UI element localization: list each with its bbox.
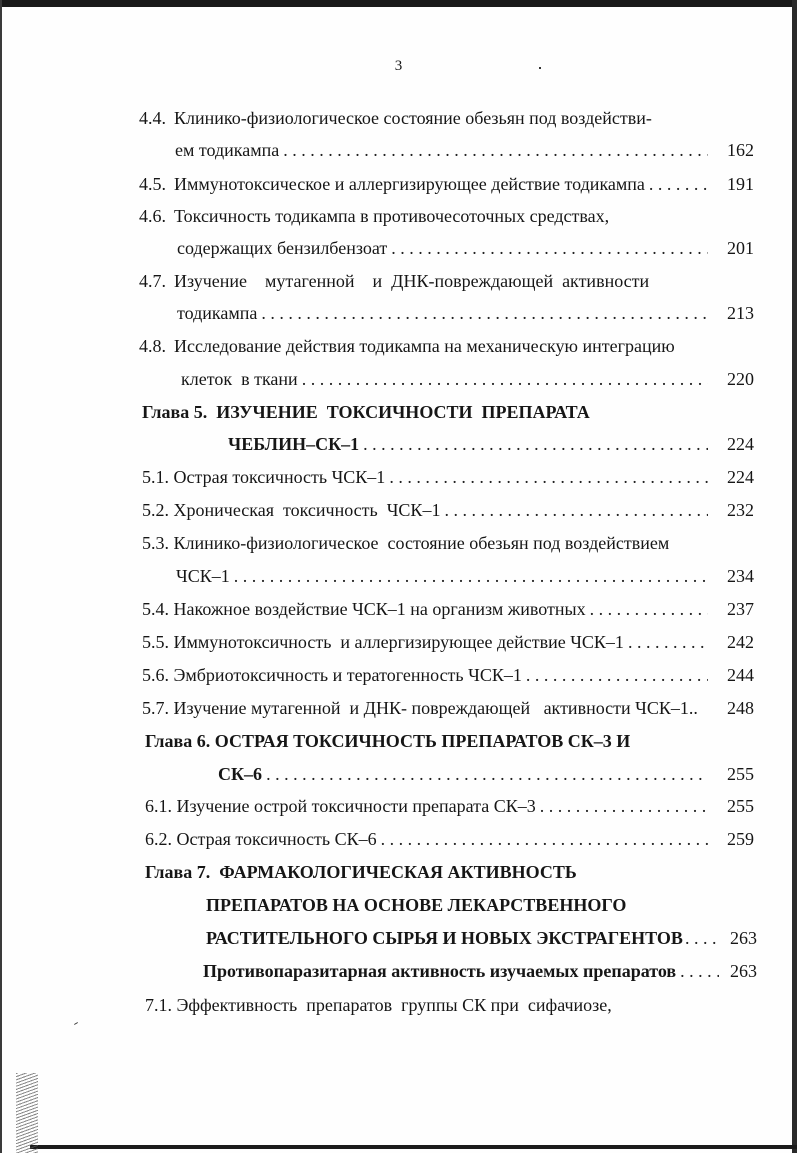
- dot-leader: [234, 563, 708, 589]
- toc-page-number: 191: [727, 174, 754, 194]
- toc-entry-5-1: [142, 464, 754, 490]
- dot-leader: [381, 826, 708, 852]
- dot-leader: [391, 235, 708, 261]
- toc-page-number: 242: [727, 632, 754, 652]
- chapter-title: ЧЕБЛИН–СК–1: [228, 434, 360, 454]
- toc-entry-text: 5.4. Накожное воздействие ЧСК–1 на организм животных: [142, 599, 586, 619]
- toc-entry-4-4: [139, 105, 739, 131]
- toc-page-number: 224: [727, 467, 754, 487]
- toc-page-number: 248: [727, 698, 754, 718]
- scan-border-left: [0, 0, 2, 1153]
- toc-page-number: 201: [727, 238, 754, 258]
- scan-border-bottom: [30, 1145, 797, 1149]
- chapter-title: РАСТИТЕЛЬНОГО СЫРЬЯ И НОВЫХ ЭКСТРАГЕНТОВ: [206, 928, 683, 948]
- toc-entry-text: Изучение мутагенной и ДНК-повреждающей активности: [174, 271, 650, 291]
- toc-page-number: 263: [730, 928, 757, 948]
- scan-border-top: [0, 0, 797, 7]
- chapter-title: ПРЕПАРАТОВ НА ОСНОВЕ ЛЕКАРСТВЕННОГО: [206, 895, 627, 915]
- toc-page-number: 259: [727, 829, 754, 849]
- toc-entry-5-7: [142, 695, 754, 721]
- toc-page-number: 237: [727, 599, 754, 619]
- dot-leader: [628, 629, 708, 655]
- toc-entry-number: 4.4.: [139, 108, 166, 128]
- toc-entry-text: Противопаразитарная активность изучаемых препаратов: [203, 961, 677, 981]
- dot-leader: [302, 366, 708, 392]
- toc-entry-text: содержащих бензилбензоат: [177, 238, 388, 258]
- toc-entry-text: Иммунотоксическое и аллергизирующее действие тодикампа: [174, 174, 645, 194]
- dot-leader: [266, 761, 708, 787]
- toc-entry-text: ем тодикампа: [175, 140, 280, 160]
- dot-leader: [649, 171, 708, 197]
- toc-entry-text: 5.7. Изучение мутагенной и ДНК- повреждающей активности ЧСК–1..: [142, 698, 698, 718]
- toc-section-antiparasitic: [203, 958, 757, 984]
- toc-entry-text: 5.6. Эмбриотоксичность и тератогенность ЧСК–1: [142, 665, 522, 685]
- toc-page-number: 232: [727, 500, 754, 520]
- toc-page-number: 263: [730, 961, 757, 981]
- chapter-title: СК–6: [218, 764, 263, 784]
- toc-entry-5-3-cont: [176, 563, 754, 589]
- chapter-title: Глава 6. ОСТРАЯ ТОКСИЧНОСТЬ ПРЕПАРАТОВ СК–3 И: [145, 731, 631, 751]
- chapter-title: Глава 5. ИЗУЧЕНИЕ ТОКСИЧНОСТИ ПРЕПАРАТА: [142, 402, 590, 422]
- toc-page-number: 213: [727, 303, 754, 323]
- toc-entry-text: клеток в ткани: [181, 369, 298, 389]
- toc-entry-5-3: [142, 530, 742, 556]
- toc-entry-text: 7.1. Эффективность препаратов группы СК при сифачиозе,: [145, 995, 612, 1015]
- toc-page-number: 234: [727, 566, 754, 586]
- toc-page-number: 224: [727, 434, 754, 454]
- toc-entry-5-4: [142, 596, 754, 622]
- dot-leader: [261, 300, 708, 326]
- toc-entry-text: тодикампа: [177, 303, 258, 323]
- scan-speck: [74, 1022, 78, 1025]
- toc-entry-text: Исследование действия тодикампа на механическую интеграцию: [174, 336, 675, 356]
- toc-entry-text: 6.1. Изучение острой токсичности препарата СК–3: [145, 796, 536, 816]
- dot-leader: [283, 137, 708, 163]
- dot-leader: [526, 662, 708, 688]
- dot-leader: [590, 596, 708, 622]
- toc-entry-5-6: [142, 662, 754, 688]
- dot-leader: [685, 925, 721, 951]
- toc-entry-4-5: [139, 171, 754, 197]
- toc-entry-4-7-cont: [177, 300, 754, 326]
- toc-entry-number: 4.6.: [139, 206, 166, 226]
- toc-entry-4-6: [139, 203, 739, 229]
- page-number: 3: [394, 58, 403, 74]
- toc-entry-4-8-cont: [181, 366, 754, 392]
- toc-entry-4-8: [139, 333, 739, 359]
- chapter-7-heading: [145, 859, 745, 885]
- dot-leader: [680, 958, 719, 984]
- toc-entry-text: 5.1. Острая токсичность ЧСК–1: [142, 467, 386, 487]
- dot-leader: [363, 431, 708, 457]
- scan-corner-artifact: [16, 1073, 38, 1153]
- toc-entry-7-1: [145, 992, 745, 1018]
- toc-entry-4-4-cont: [175, 137, 754, 163]
- dot-leader: [389, 464, 708, 490]
- toc-entry-text: Клинико-физиологическое состояние обезьян под воздействи-: [174, 108, 652, 128]
- toc-page-number: 255: [727, 796, 754, 816]
- toc-entry-4-6-cont: [177, 235, 754, 261]
- chapter-6-heading-cont: [218, 761, 754, 787]
- toc-entry-6-2: [145, 826, 754, 852]
- toc-entry-text: 6.2. Острая токсичность СК–6: [145, 829, 377, 849]
- toc-page-number: 255: [727, 764, 754, 784]
- toc-entry-number: 4.8.: [139, 336, 166, 356]
- toc-entry-text: 5.5. Иммунотоксичность и аллергизирующее действие ЧСК–1: [142, 632, 624, 652]
- dot-leader: [444, 497, 708, 523]
- chapter-5-heading: [142, 399, 742, 425]
- toc-entry-number: 4.5.: [139, 174, 166, 194]
- toc-entry-5-5: [142, 629, 754, 655]
- toc-entry-text: ЧСК–1: [176, 566, 230, 586]
- toc-entry-text: Токсичность тодикампа в противочесоточных средствах,: [174, 206, 610, 226]
- chapter-5-heading-cont: [228, 431, 754, 457]
- dot-leader: [540, 793, 708, 819]
- toc-entry-text: 5.3. Клинико-физиологическое состояние обезьян под воздействием: [142, 533, 670, 553]
- toc-entry-number: 4.7.: [139, 271, 166, 291]
- toc-page-number: 244: [727, 665, 754, 685]
- toc-entry-5-2: [142, 497, 754, 523]
- chapter-7-heading-cont: [206, 892, 746, 918]
- chapter-title: Глава 7. ФАРМАКОЛОГИЧЕСКАЯ АКТИВНОСТЬ: [145, 862, 577, 882]
- chapter-7-heading-cont-2: [206, 925, 757, 951]
- chapter-6-heading: [145, 728, 745, 754]
- toc-page-number: 220: [727, 369, 754, 389]
- toc-page-number: 162: [727, 140, 754, 160]
- scan-border-right: [792, 0, 797, 1153]
- toc-entry-6-1: [145, 793, 754, 819]
- toc-entry-4-7: [139, 268, 739, 294]
- toc-entry-text: 5.2. Хроническая токсичность ЧСК–1: [142, 500, 441, 520]
